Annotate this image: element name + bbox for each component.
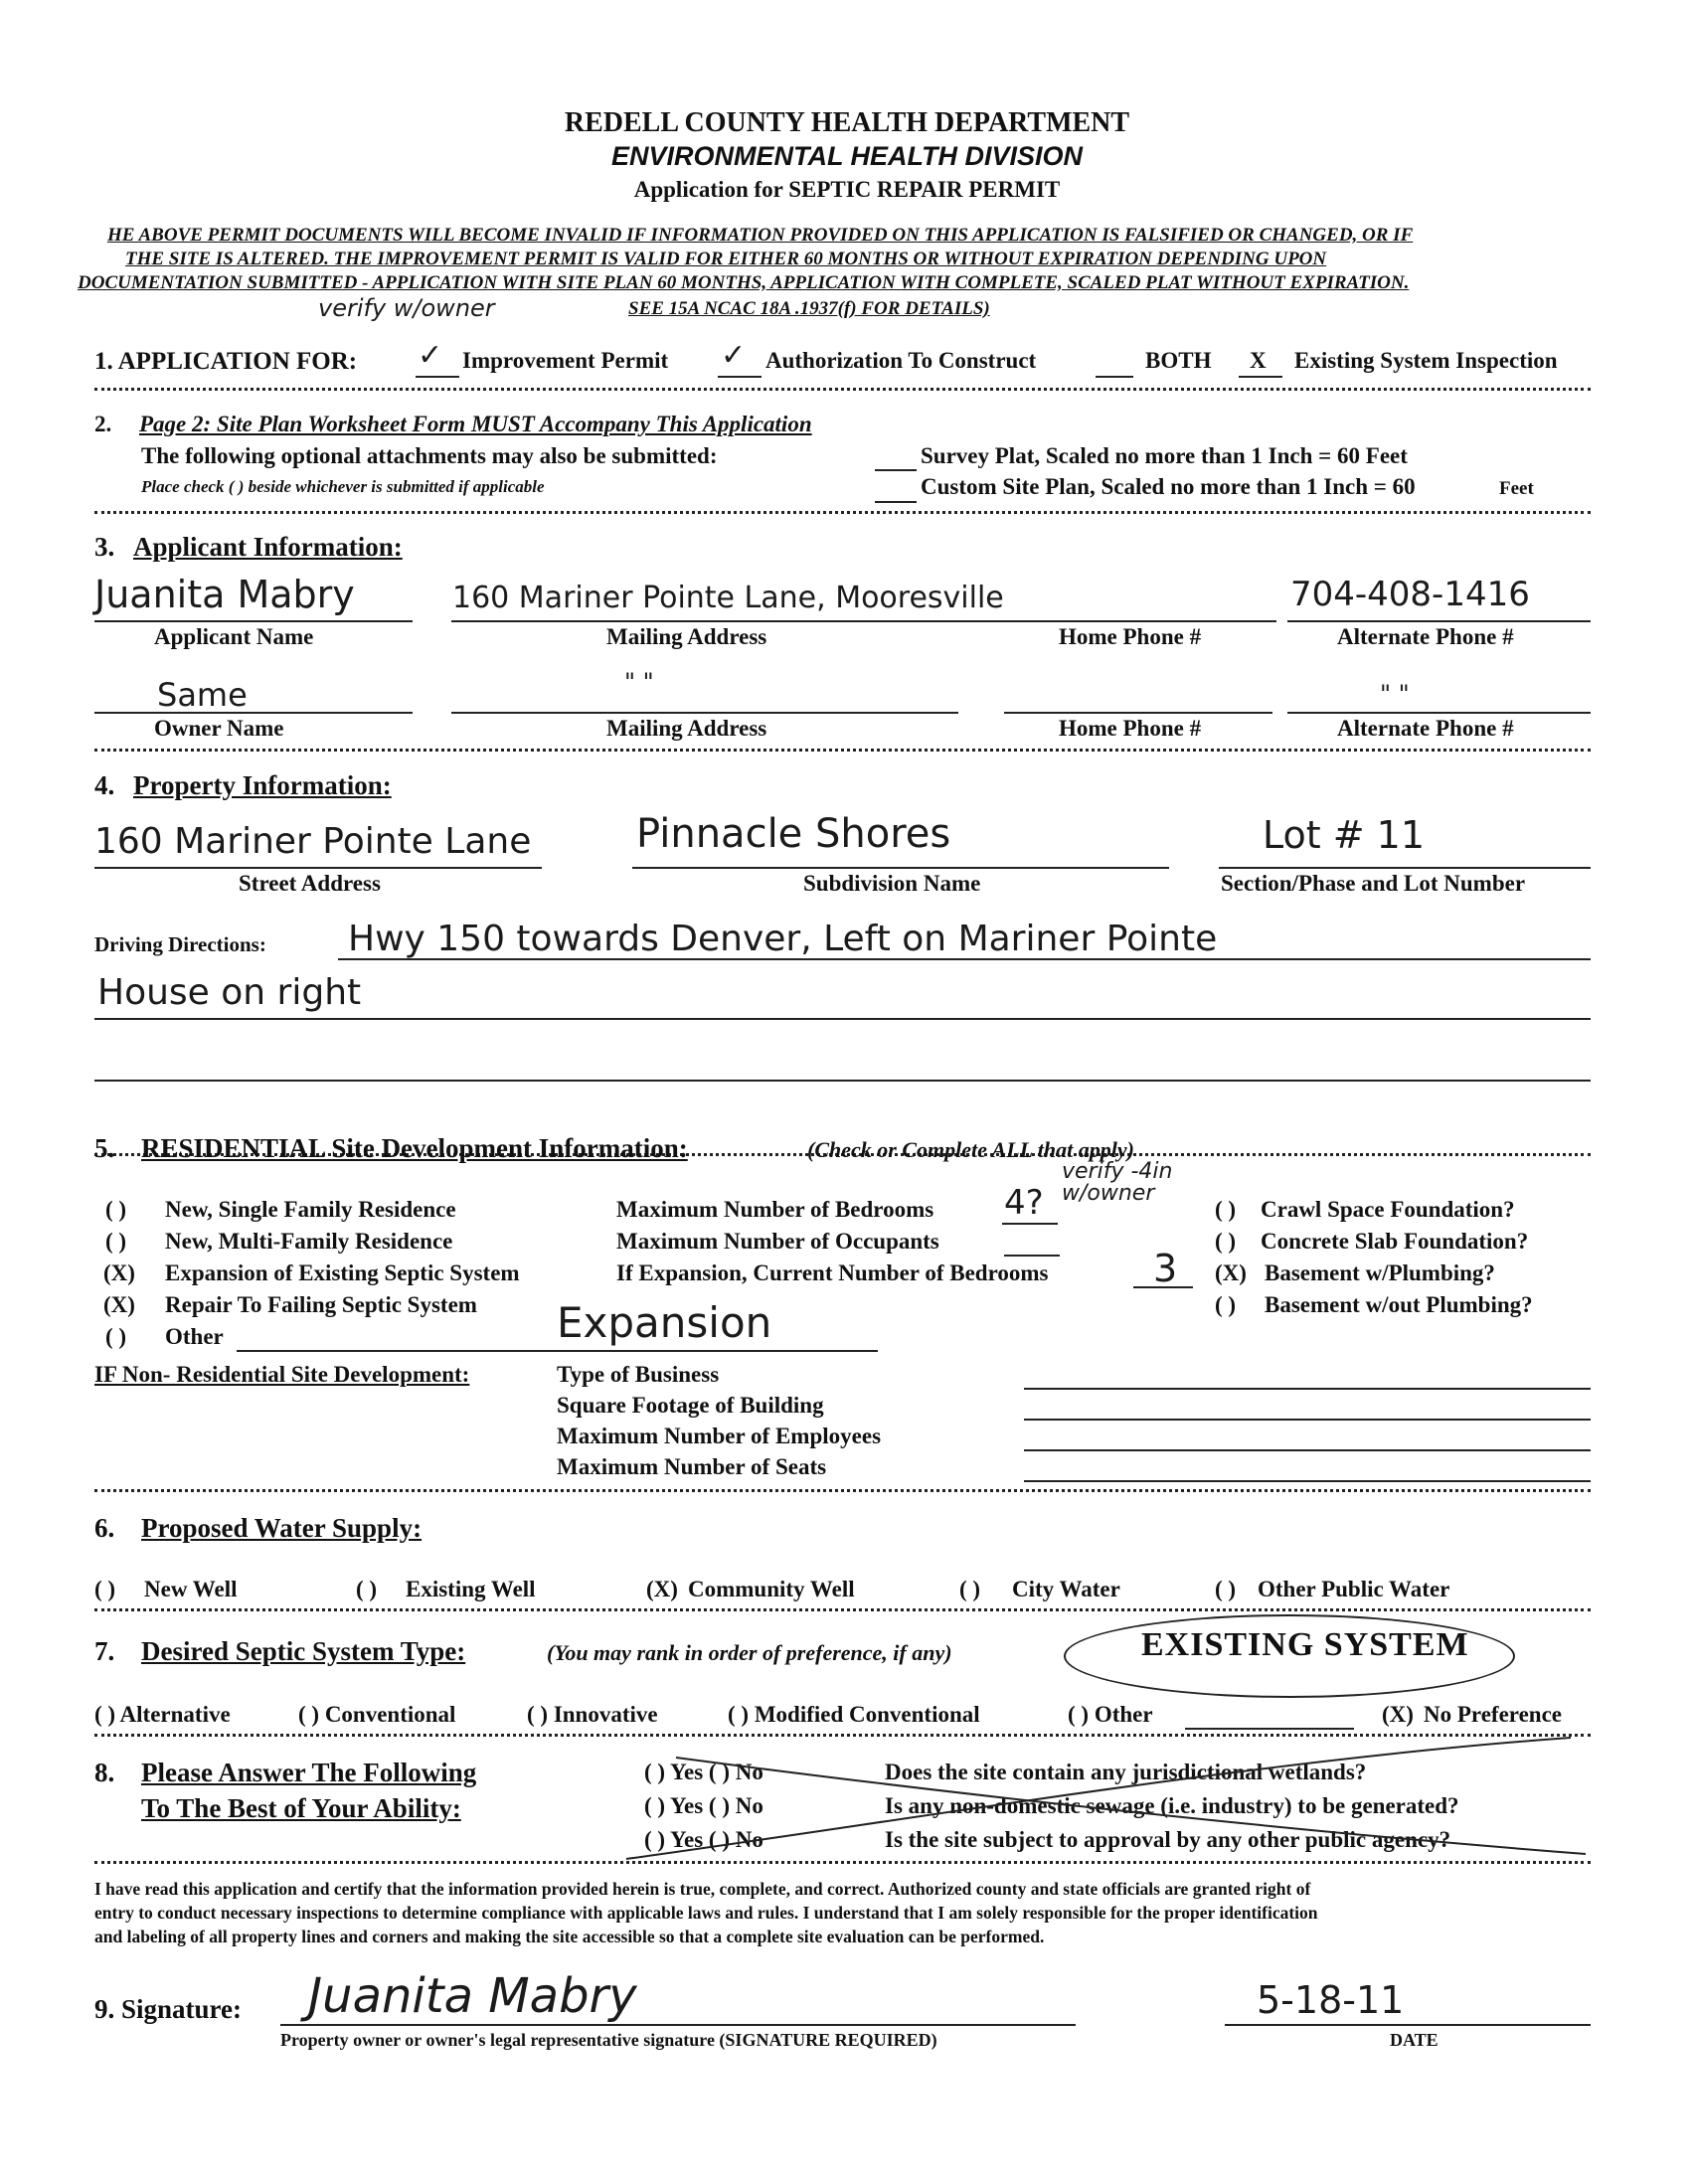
multi-family-label: New, Multi-Family Residence [165,1229,453,1254]
no-preference-checkbox[interactable]: (X) [1382,1702,1414,1727]
certify-line-3: and labeling of all property lines and corners and making the site accessible so that a complete site evaluation can be performed. [94,1927,1045,1946]
section-8-label: 8. [94,1758,115,1787]
new-well-checkbox[interactable]: ( ) [94,1577,116,1601]
improvement-permit-option[interactable]: Improvement Permit [462,348,669,373]
section-4-label: 4. [94,770,115,800]
owner-name-label: Owner Name [154,716,284,741]
driving-directions-label: Driving Directions: [94,932,266,956]
section-3-label: 3. [94,532,115,562]
section-5-note: (Check or Complete ALL that apply) [807,1137,1134,1162]
new-well-label: New Well [144,1577,238,1601]
modified-conventional-option[interactable]: ( ) Modified Conventional [728,1702,980,1727]
home-phone-label: Home Phone # [1059,624,1202,649]
existing-well-label: Existing Well [406,1577,536,1601]
type-of-business-label: Type of Business [557,1362,720,1387]
certify-line-1: I have read this application and certify that the information provided herein is true, complete, and correct. Authorized county and state officials are granted right of [94,1879,1311,1899]
section-7-note: (You may rank in order of preference, if any) [547,1640,952,1665]
community-well-checkbox[interactable]: (X) [646,1577,678,1601]
alternate-phone-label: Alternate Phone # [1337,624,1514,649]
section-5-heading: RESIDENTIAL Site Development Information: [141,1133,688,1163]
applicant-name-value[interactable]: Juanita Mabry [94,573,355,616]
max-seats-label: Maximum Number of Seats [557,1454,827,1479]
section-8-heading-2: To The Best of Your Ability: [141,1793,461,1823]
bedroom-verify-note: verify -4in w/owner [1062,1159,1173,1206]
square-footage-label: Square Footage of Building [557,1393,824,1418]
notice-reference: SEE 15A NCAC 18A .1937(f) FOR DETAILS) [628,298,990,319]
section-1-label: 1. APPLICATION FOR: [94,348,358,375]
subdivision-label: Subdivision Name [803,871,981,896]
driving-directions-line-1[interactable]: Hwy 150 towards Denver, Left on Mariner Pointe [348,919,1218,959]
other-value[interactable]: Expansion [557,1298,772,1347]
signature-label: 9. Signature: [94,1994,243,2024]
question-3: Is the site subject to approval by any other public agency? [885,1827,1451,1852]
q2-yes-no[interactable]: ( ) Yes ( ) No [644,1793,763,1818]
section-7-label: 7. [94,1636,115,1666]
section-6-heading: Proposed Water Supply: [141,1513,423,1543]
mailing-address-label: Mailing Address [606,624,767,649]
other-label: Other [165,1324,224,1349]
section-4-heading: Property Information: [133,770,392,800]
notice-line-2: THE SITE IS ALTERED. THE IMPROVEMENT PERMIT IS VALID FOR EITHER 60 MONTHS OR WITHOUT EXPIRATION DEPENDING UPON [125,249,1327,269]
conventional-option[interactable]: ( ) Conventional [298,1702,456,1727]
existing-system-stamp: EXISTING SYSTEM [1141,1626,1469,1663]
owner-mailing-label: Mailing Address [606,716,767,741]
signature-caption: Property owner or owner's legal representative signature (SIGNATURE REQUIRED) [280,2030,937,2050]
repair-label: Repair To Failing Septic System [165,1292,477,1317]
lot-number-value[interactable]: Lot # 11 [1263,813,1426,857]
signature-value[interactable]: Juanita Mabry [308,1968,637,2024]
notice-line-1: HE ABOVE PERMIT DOCUMENTS WILL BECOME INVALID IF INFORMATION PROVIDED ON THIS APPLICATION IS FALSIFIED OR CHANGED, OR IF [107,225,1414,246]
notice-line-3: DOCUMENTATION SUBMITTED - APPLICATION WITH SITE PLAN 60 MONTHS, APPLICATION WITH COMPLETE, SCALED PLAT WITHOUT EXPIRATION. [78,272,1410,293]
expansion-label: Expansion of Existing Septic System [165,1260,520,1285]
alternative-option[interactable]: ( ) Alternative [94,1702,231,1727]
question-2: Is any non-domestic sewage (i.e. industry) to be generated? [885,1793,1459,1818]
single-family-checkbox[interactable]: ( ) [105,1197,127,1222]
basement-plumbing-label: Basement w/Plumbing? [1265,1260,1495,1285]
applicant-name-label: Applicant Name [154,624,314,649]
divider [94,388,1591,391]
owner-name-value[interactable]: Same [157,676,248,714]
existing-system-mark: X [1250,348,1267,373]
other-system-option[interactable]: ( ) Other [1068,1702,1153,1727]
crawl-space-checkbox[interactable]: ( ) [1215,1197,1237,1222]
city-water-checkbox[interactable]: ( ) [959,1577,981,1601]
existing-well-checkbox[interactable]: ( ) [356,1577,378,1601]
basement-no-plumbing-label: Basement w/out Plumbing? [1265,1292,1533,1317]
date-value[interactable]: 5-18-11 [1257,1978,1405,2022]
single-family-label: New, Single Family Residence [165,1197,456,1222]
owner-mailing-value[interactable]: " " [624,668,654,696]
q1-yes-no[interactable]: ( ) Yes ( ) No [644,1760,763,1784]
optional-attachments-text: The following optional attachments may also be submitted: [141,443,718,468]
handwritten-verify-note: verify w/owner [318,294,495,322]
divider [94,1489,1591,1492]
place-check-note: Place check ( ) beside whichever is submitted if applicable [141,477,545,496]
section-5-label: 5. [94,1133,115,1163]
custom-site-plan-unit: Feet [1499,478,1534,499]
innovative-option[interactable]: ( ) Innovative [527,1702,658,1727]
authorization-option[interactable]: Authorization To Construct [765,348,1037,373]
survey-plat-option[interactable]: Survey Plat, Scaled no more than 1 Inch = 60 Feet [921,443,1408,468]
max-bedrooms-label: Maximum Number of Bedrooms [616,1197,934,1222]
concrete-slab-checkbox[interactable]: ( ) [1215,1229,1237,1254]
multi-family-checkbox[interactable]: ( ) [105,1229,127,1254]
max-bedrooms-value[interactable]: 4? [1004,1183,1044,1223]
alternate-phone-value[interactable]: 704-408-1416 [1290,575,1530,614]
crawl-space-label: Crawl Space Foundation? [1261,1197,1515,1222]
current-bedrooms-label: If Expansion, Current Number of Bedrooms [616,1260,1049,1285]
check-mark-icon: ✓ [721,338,747,373]
basement-no-plumbing-checkbox[interactable]: ( ) [1215,1292,1237,1317]
lot-number-label: Section/Phase and Lot Number [1221,871,1526,896]
section-7-heading: Desired Septic System Type: [141,1636,466,1666]
max-employees-label: Maximum Number of Employees [557,1424,882,1448]
city-water-label: City Water [1012,1577,1120,1601]
community-well-label: Community Well [688,1577,855,1601]
street-address-label: Street Address [239,871,381,896]
section-8-heading-1: Please Answer The Following [141,1758,477,1787]
applicant-mailing-value[interactable]: 160 Mariner Pointe Lane, Mooresville [452,581,1004,615]
divider [94,511,1591,514]
owner-alt-phone-label: Alternate Phone # [1337,716,1514,741]
division-title: ENVIRONMENTAL HEALTH DIVISION [610,141,1084,171]
basement-plumbing-checkbox[interactable]: (X) [1215,1260,1247,1285]
expansion-checkbox[interactable]: (X) [103,1260,135,1285]
both-option[interactable]: BOTH [1145,348,1212,373]
max-occupants-label: Maximum Number of Occupants [616,1229,939,1254]
current-bedrooms-value[interactable]: 3 [1153,1247,1178,1290]
section-3-heading: Applicant Information: [133,532,403,562]
street-address-value[interactable]: 160 Mariner Pointe Lane [94,821,532,862]
q3-yes-no[interactable]: ( ) Yes ( ) No [644,1827,763,1852]
divider [94,1861,1591,1864]
existing-system-option[interactable]: Existing System Inspection [1294,348,1558,373]
concrete-slab-label: Concrete Slab Foundation? [1261,1229,1529,1254]
non-residential-label: IF Non- Residential Site Development: [94,1362,470,1387]
other-checkbox[interactable]: ( ) [105,1324,127,1349]
custom-site-plan-option[interactable]: Custom Site Plan, Scaled no more than 1 Inch = 60 [921,474,1416,499]
no-preference-label: No Preference [1424,1702,1562,1727]
owner-home-phone-label: Home Phone # [1059,716,1202,741]
section-6-label: 6. [94,1513,115,1543]
question-1: Does the site contain any jurisdictional wetlands? [885,1760,1367,1784]
section-2-heading: Page 2: Site Plan Worksheet Form MUST Accompany This Application [139,412,812,436]
owner-alt-phone-value[interactable]: " " [1380,680,1410,708]
form-title: Application for SEPTIC REPAIR PERMIT [633,177,1061,202]
other-public-water-checkbox[interactable]: ( ) [1215,1577,1237,1601]
other-public-water-label: Other Public Water [1258,1577,1450,1601]
certify-line-2: entry to conduct necessary inspections to determine compliance with applicable laws and rules. I understand that I am solely responsible for the proper identification [94,1903,1318,1923]
divider [94,1608,1591,1611]
date-caption: DATE [1390,2030,1439,2050]
subdivision-value[interactable]: Pinnacle Shores [636,811,951,857]
section-2-label: 2. [94,412,112,436]
cross-out-strokes [616,1730,1591,1869]
driving-directions-line-2[interactable]: House on right [97,972,362,1013]
repair-checkbox[interactable]: (X) [103,1292,135,1317]
agency-title: REDELL COUNTY HEALTH DEPARTMENT [564,107,1130,138]
divider [94,749,1591,752]
check-mark-icon: ✓ [418,338,443,373]
